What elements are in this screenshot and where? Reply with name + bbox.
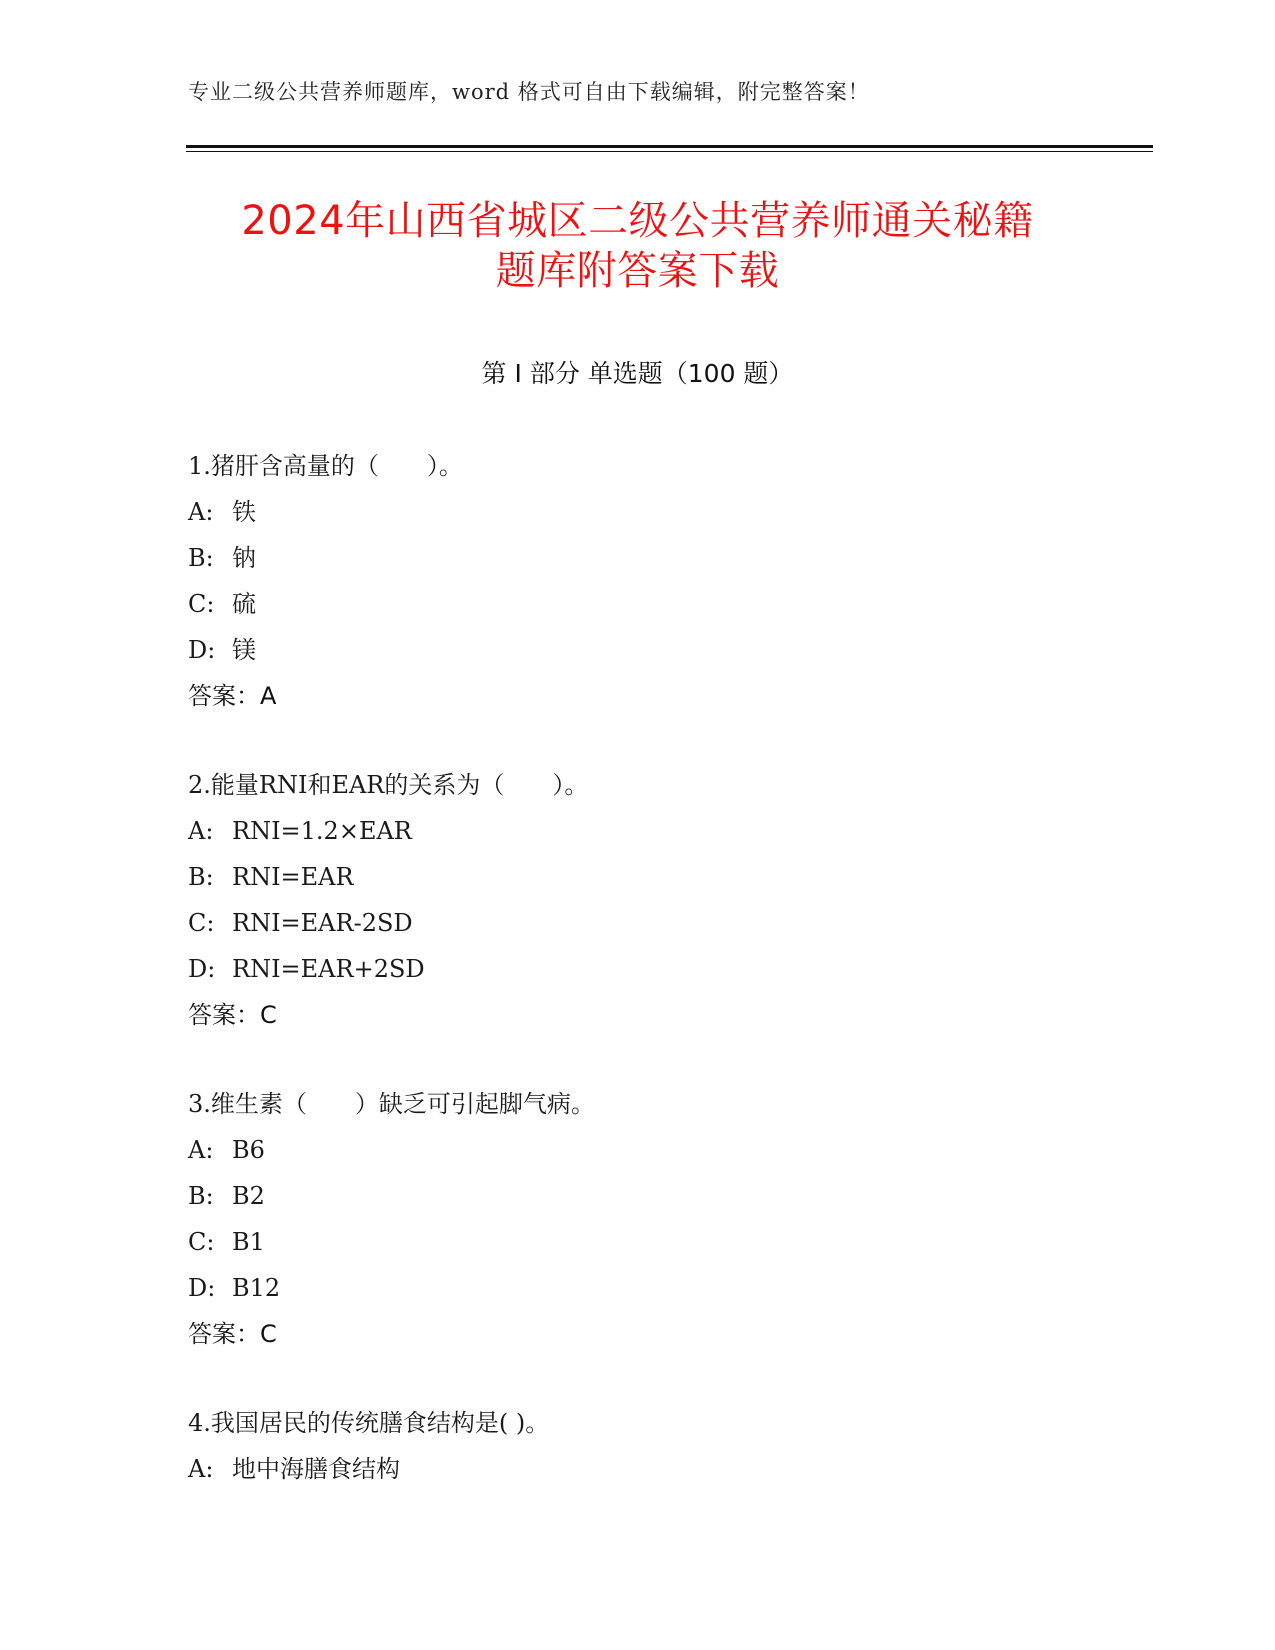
option-letter: A:	[188, 1455, 214, 1483]
option-text: 硫	[232, 590, 256, 618]
option-letter: A:	[188, 498, 214, 526]
answer-line	[188, 992, 1148, 1038]
option-a	[188, 808, 1148, 854]
header-rule-thick	[186, 145, 1153, 148]
question-stem: 4.我国居民的传统膳食结构是( )。	[188, 1409, 550, 1437]
question-stem: 2.能量RNI和EAR的关系为（ ）。	[188, 771, 589, 799]
option-letter: A:	[188, 817, 214, 845]
answer-label: 答案：	[188, 1320, 260, 1348]
answer-label: 答案：	[188, 682, 260, 710]
question-1	[188, 443, 1148, 719]
option-c	[188, 900, 1148, 946]
question-list	[188, 443, 1148, 1535]
option-letter: B:	[188, 1182, 214, 1210]
option-a	[188, 1446, 1148, 1492]
option-letter: B:	[188, 544, 214, 572]
option-letter: D:	[188, 955, 216, 983]
option-letter: C:	[188, 909, 215, 937]
option-c	[188, 581, 1148, 627]
option-letter: D:	[188, 1274, 216, 1302]
option-text: 地中海膳食结构	[232, 1455, 400, 1483]
option-text: 铁	[232, 498, 256, 526]
answer-value: A	[260, 682, 277, 710]
question-3	[188, 1081, 1148, 1357]
option-text: 钠	[232, 544, 256, 572]
option-d	[188, 627, 1148, 673]
document-title-line-2: 题库附答案下载	[495, 248, 780, 294]
option-text: RNI=1.2×EAR	[232, 817, 412, 845]
question-4	[188, 1400, 1148, 1492]
option-letter: A:	[188, 1136, 214, 1164]
option-b	[188, 535, 1148, 581]
header-note: 专业二级公共营养师题库，word 格式可自由下载编辑，附完整答案！	[188, 80, 870, 104]
option-text: RNI=EAR+2SD	[232, 955, 425, 983]
option-text: RNI=EAR	[232, 863, 354, 891]
option-text: B2	[232, 1182, 265, 1210]
option-letter: C:	[188, 1228, 215, 1256]
option-letter: B:	[188, 863, 214, 891]
option-text: B1	[232, 1228, 265, 1256]
option-d	[188, 1265, 1148, 1311]
option-b	[188, 1173, 1148, 1219]
option-text: 镁	[232, 636, 256, 664]
header-rule-thin	[186, 151, 1153, 152]
option-a	[188, 1127, 1148, 1173]
answer-line	[188, 1311, 1148, 1357]
question-2	[188, 762, 1148, 1038]
option-letter: C:	[188, 590, 215, 618]
option-b	[188, 854, 1148, 900]
answer-line	[188, 673, 1148, 719]
option-text: RNI=EAR-2SD	[232, 909, 413, 937]
document-title-line-1: 2024年山西省城区二级公共营养师通关秘籍	[241, 198, 1034, 244]
question-stem: 1.猪肝含高量的（ ）。	[188, 452, 463, 480]
option-text: B12	[232, 1274, 281, 1302]
answer-value: C	[260, 1320, 277, 1348]
option-a	[188, 489, 1148, 535]
document-title	[150, 196, 1125, 296]
option-d	[188, 946, 1148, 992]
option-text: B6	[232, 1136, 265, 1164]
answer-value: C	[260, 1001, 277, 1029]
option-c	[188, 1219, 1148, 1265]
answer-label: 答案：	[188, 1001, 260, 1029]
section-title: 第 I 部分 单选题（100 题）	[481, 359, 794, 388]
question-stem: 3.维生素（ ）缺乏可引起脚气病。	[188, 1090, 595, 1118]
option-letter: D:	[188, 636, 216, 664]
